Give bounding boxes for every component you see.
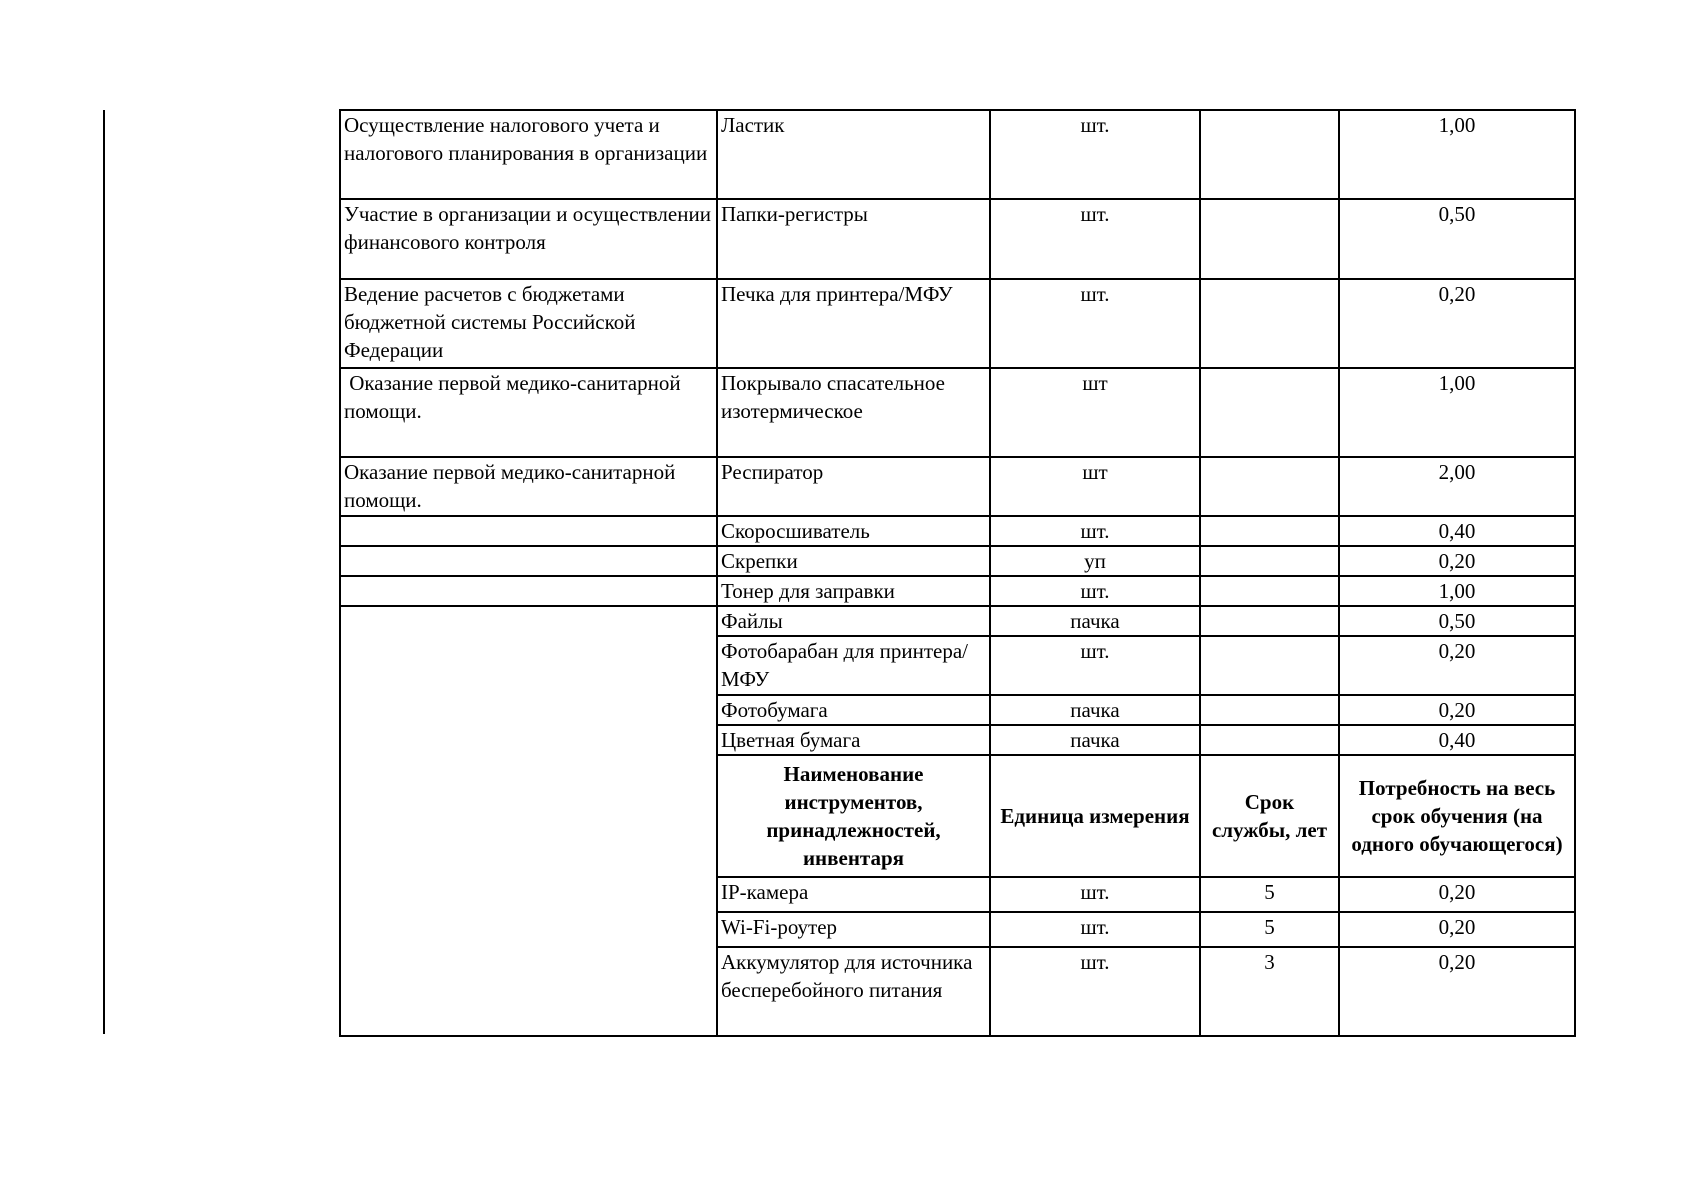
need-cell: 2,00 [1339,457,1575,516]
need-cell: 0,40 [1339,725,1575,755]
life-cell [1200,546,1339,576]
item-cell: Аккумулятор для источника бесперебойного питания [717,947,990,1036]
item-cell: Печка для принтера/МФУ [717,279,990,368]
item-cell: Ластик [717,110,990,199]
equipment-table [339,109,1576,1037]
life-cell [1200,279,1339,368]
header-need: Потребность на весь срок обучения (на одного обучающегося) [1339,755,1575,877]
header-life: Срок службы, лет [1200,755,1339,877]
table-row [340,457,1575,516]
life-cell [1200,725,1339,755]
unit-cell: шт. [990,947,1200,1036]
unit-cell: шт. [990,912,1200,947]
life-cell [1200,516,1339,546]
table-row [340,110,1575,199]
unit-cell: шт. [990,877,1200,912]
need-cell: 0,20 [1339,912,1575,947]
unit-cell: шт. [990,199,1200,279]
need-cell: 0,40 [1339,516,1575,546]
item-cell: Покрывало спасательное изотермическое [717,368,990,457]
need-cell: 1,00 [1339,576,1575,606]
activity-cell [340,546,717,576]
need-cell: 0,20 [1339,877,1575,912]
activity-cell: Осуществление налогового учета и налогового планирования в организации [340,110,717,199]
life-cell: 3 [1200,947,1339,1036]
need-cell: 0,20 [1339,636,1575,695]
need-cell: 1,00 [1339,368,1575,457]
activity-cell-merged [340,606,717,1036]
unit-cell: шт. [990,636,1200,695]
table-row [340,546,1575,576]
table-row [340,279,1575,368]
unit-cell: уп [990,546,1200,576]
activity-cell: Оказание первой медико-санитарной помощи. [340,457,717,516]
life-cell [1200,457,1339,516]
item-cell: Тонер для заправки [717,576,990,606]
activity-cell: Ведение расчетов с бюджетами бюджетной системы Российской Федерации [340,279,717,368]
item-cell: Фотобумага [717,695,990,725]
table-row [340,199,1575,279]
life-cell [1200,368,1339,457]
life-cell [1200,695,1339,725]
activity-cell: Участие в организации и осуществлении финансового контроля [340,199,717,279]
item-cell: Цветная бумага [717,725,990,755]
table-row [340,516,1575,546]
unit-cell: шт. [990,516,1200,546]
table-row [340,368,1575,457]
need-cell: 0,50 [1339,606,1575,636]
need-cell: 0,50 [1339,199,1575,279]
header-name: Наименование инструментов, принадлежностей, инвентаря [717,755,990,877]
unit-cell: шт [990,368,1200,457]
item-cell: Скоросшиватель [717,516,990,546]
unit-cell: пачка [990,606,1200,636]
header-unit: Единица измерения [990,755,1200,877]
life-cell [1200,199,1339,279]
item-cell: Файлы [717,606,990,636]
item-cell: Фотобарабан для принтера/МФУ [717,636,990,695]
life-cell [1200,606,1339,636]
need-cell: 1,00 [1339,110,1575,199]
activity-cell [340,576,717,606]
life-cell: 5 [1200,912,1339,947]
life-cell [1200,576,1339,606]
unit-cell: шт [990,457,1200,516]
need-cell: 0,20 [1339,947,1575,1036]
need-cell: 0,20 [1339,695,1575,725]
item-cell: Папки-регистры [717,199,990,279]
item-cell: Скрепки [717,546,990,576]
unit-cell: шт. [990,110,1200,199]
unit-cell: пачка [990,695,1200,725]
item-cell: Респиратор [717,457,990,516]
table-row [340,576,1575,606]
need-cell: 0,20 [1339,546,1575,576]
unit-cell: шт. [990,279,1200,368]
item-cell: Wi-Fi-роутер [717,912,990,947]
unit-cell: шт. [990,576,1200,606]
need-cell: 0,20 [1339,279,1575,368]
table-row [340,606,1575,636]
unit-cell: пачка [990,725,1200,755]
activity-cell [340,516,717,546]
life-cell [1200,636,1339,695]
item-cell: IP-камера [717,877,990,912]
life-cell [1200,110,1339,199]
left-margin-rule [103,110,105,1034]
activity-cell: Оказание первой медико-санитарной помощи. [340,368,717,457]
life-cell: 5 [1200,877,1339,912]
